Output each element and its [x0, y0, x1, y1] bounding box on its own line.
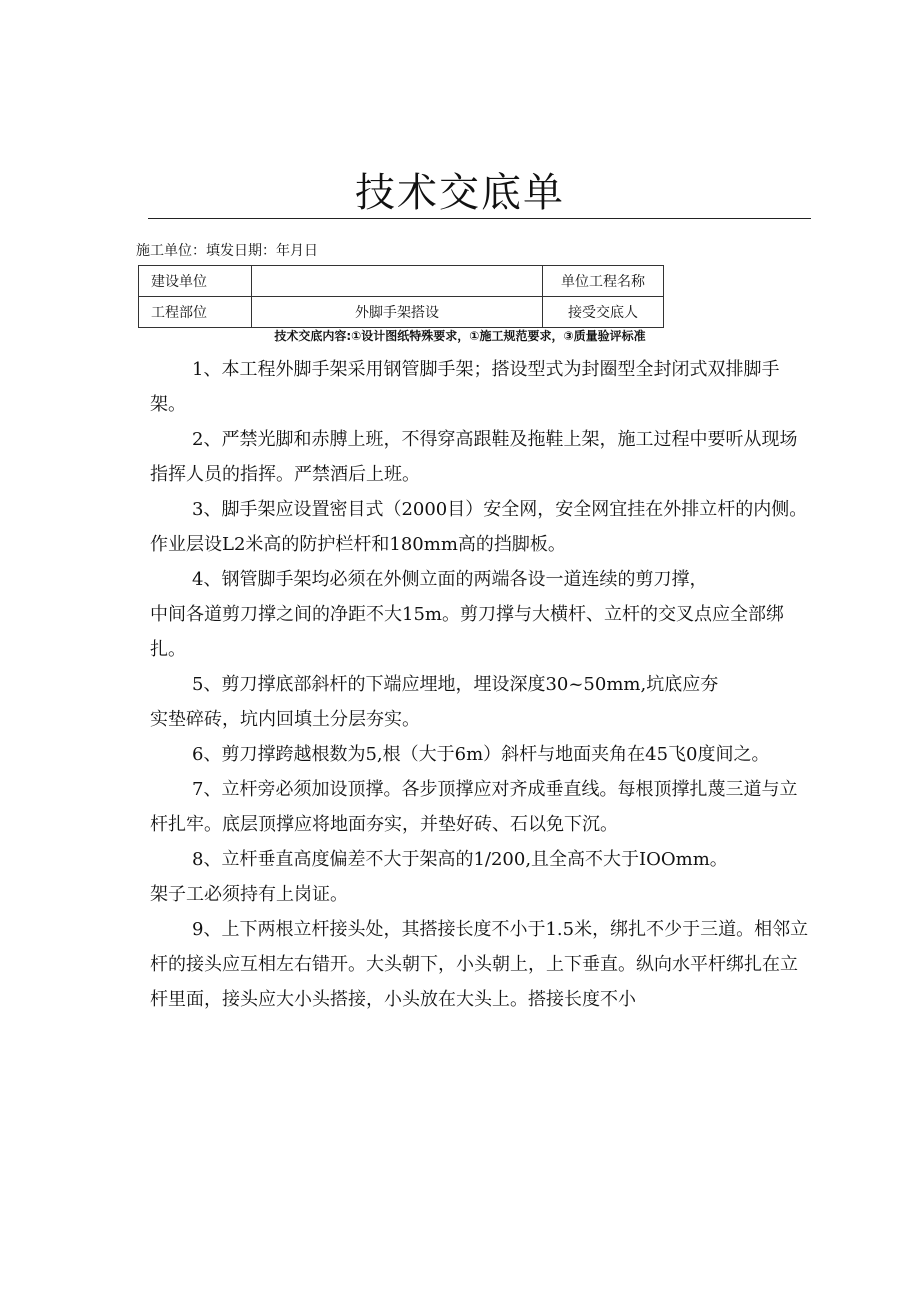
content-note: 技术交底内容:①设计图纸特殊要求，①施工规范要求，③质量验评标准	[274, 329, 646, 343]
project-name-label: 单位工程名称	[543, 266, 664, 297]
construction-unit-value	[252, 266, 543, 297]
table-row	[139, 297, 664, 328]
paragraph: 3、脚手架应设置密目式（2000目）安全网，安全网宜挂在外排立杆的内侧。作业层设L2米高的防护栏杆和180mm高的挡脚板。	[150, 499, 808, 555]
document-title: 技术交底单	[355, 170, 565, 216]
paragraph: 7、立杆旁必须加设顶撑。各步顶撑应对齐成垂直线。每根顶撑扎蔑三道与立杆扎牢。底层顶撑应将地面夯实，并垫好砖、石以免下沉。	[150, 779, 798, 835]
paragraph: 1、本工程外脚手架采用钢管脚手架；搭设型式为封圈型全封闭式双排脚手架。	[150, 359, 780, 415]
project-part-value: 外脚手架搭设	[252, 297, 543, 328]
paragraph: 2、严禁光脚和赤膊上班，不得穿高跟鞋及拖鞋上架，施工过程中要听从现场指挥人员的指挥。严禁酒后上班。	[150, 429, 798, 485]
construction-unit-label: 建设单位	[139, 266, 252, 297]
paragraph: 中间各道剪刀撑之间的净距不大15m。剪刀撑与大横杆、立杆的交叉点应全部绑扎。	[150, 604, 784, 660]
document-body	[150, 352, 815, 1017]
title-underline	[148, 218, 811, 219]
paragraph: 架子工必须持有上岗证。	[150, 884, 348, 905]
receiver-label: 接受交底人	[543, 297, 664, 328]
paragraph: 8、立杆垂直高度偏差不大于架高的1/200,且全高不大于IOOmm。	[192, 849, 728, 870]
info-table	[138, 265, 664, 328]
table-row	[139, 266, 664, 297]
paragraph: 5、剪刀撑底部斜杆的下端应埋地，埋设深度30~50mm,坑底应夯	[192, 674, 719, 695]
paragraph: 4、钢管脚手架均必须在外侧立面的两端各设一道连续的剪刀撑，	[192, 569, 708, 590]
paragraph: 9、上下两根立杆接头处，其搭接长度不小于1.5米，绑扎不少于三道。相邻立杆的接头应互相左右错开。大头朝下，小头朝上，上下垂直。纵向水平杆绑扎在立杆里面，接头应大小头搭接，小头放在大头上。搭接长度不小	[150, 919, 809, 1010]
paragraph: 6、剪刀撑跨越根数为5,根（大于6m）斜杆与地面夹角在45飞0度间之。	[192, 744, 770, 765]
paragraph: 实垫碎砖，坑内回填土分层夯实。	[150, 709, 420, 730]
meta-line: 施工单位：填发日期：年月日	[136, 243, 318, 259]
project-part-label: 工程部位	[139, 297, 252, 328]
